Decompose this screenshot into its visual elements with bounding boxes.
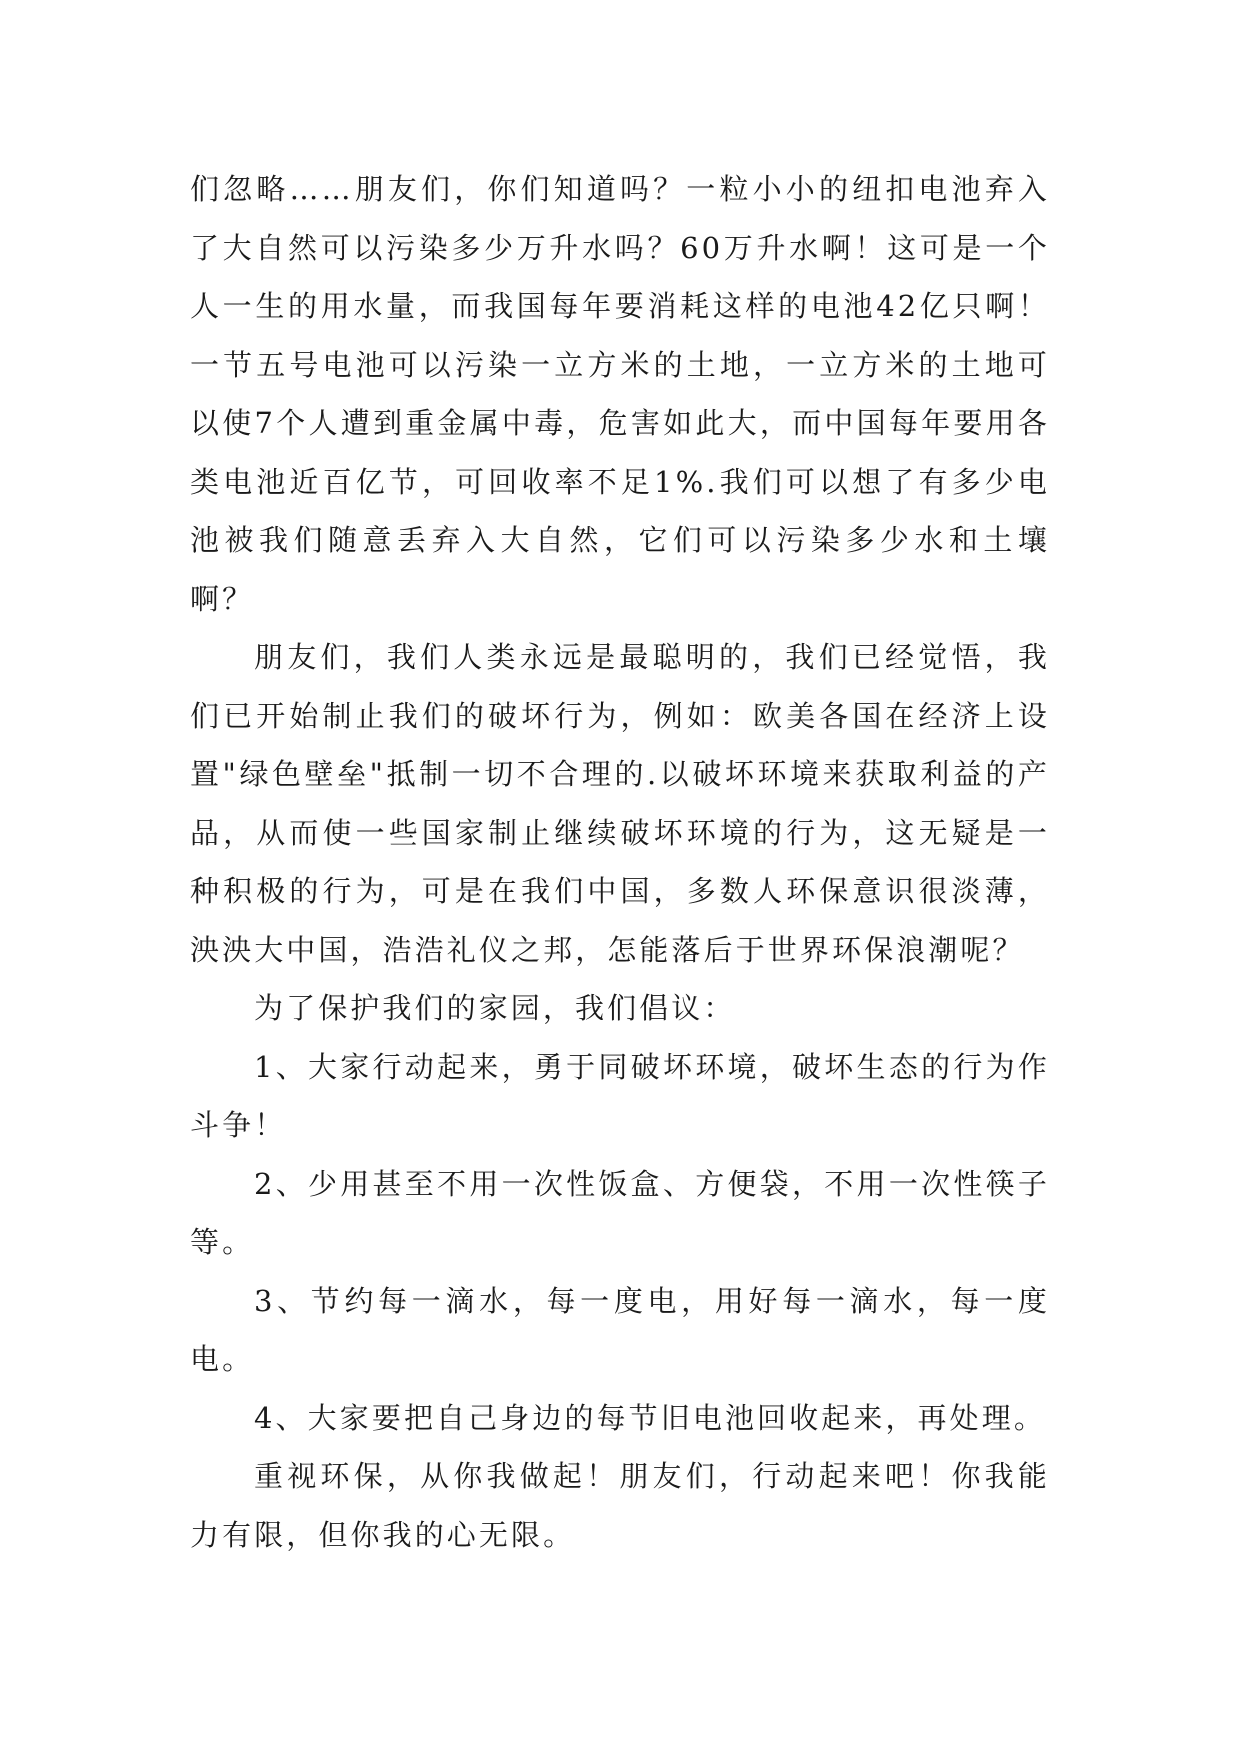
document-body xyxy=(190,160,1050,1564)
paragraph-battery-pollution: 们忽略……朋友们，你们知道吗？一粒小小的纽扣电池弃入了大自然可以污染多少万升水吗？60万升水啊！这可是一个人一生的用水量，而我国每年要消耗这样的电池42亿只啊！一节五号电池可以污染一立方米的土地，一立方米的土地可以使7个人遭到重金属中毒，危害如此大，而中国每年要用各类电池近百亿节，可回收率不足1%.我们可以想了有多少电池被我们随意丢弃入大自然，它们可以污染多少水和土壤啊？ xyxy=(190,172,1050,616)
paragraph-proposal-intro: 为了保护我们的家园，我们倡议： xyxy=(254,991,736,1025)
proposal-item-1: 1、大家行动起来，勇于同破坏环境，破坏生态的行为作斗争！ xyxy=(190,1049,1050,1142)
paragraph-closing: 重视环保，从你我做起！朋友们，行动起来吧！你我能力有限，但你我的心无限。 xyxy=(190,1459,1050,1552)
proposal-item-4: 4、大家要把自己身边的每节旧电池回收起来，再处理。 xyxy=(254,1400,1046,1435)
proposal-item-3: 3、节约每一滴水，每一度电，用好每一滴水，每一度电。 xyxy=(190,1283,1050,1376)
proposal-item-2: 2、少用甚至不用一次性饭盒、方便袋，不用一次性筷子等。 xyxy=(190,1166,1050,1259)
paragraph-human-awareness: 朋友们，我们人类永远是最聪明的，我们已经觉悟，我们已开始制止我们的破坏行为，例如：欧美各国在经济上设置"绿色壁垒"抵制一切不合理的.以破坏环境来获取利益的产品，从而使一些国家制止继续破坏环境的行为，这无疑是一种积极的行为，可是在我们中国，多数人环保意识很淡薄，泱泱大中国，浩浩礼仪之邦，怎能落后于世界环保浪潮呢？ xyxy=(190,640,1050,967)
